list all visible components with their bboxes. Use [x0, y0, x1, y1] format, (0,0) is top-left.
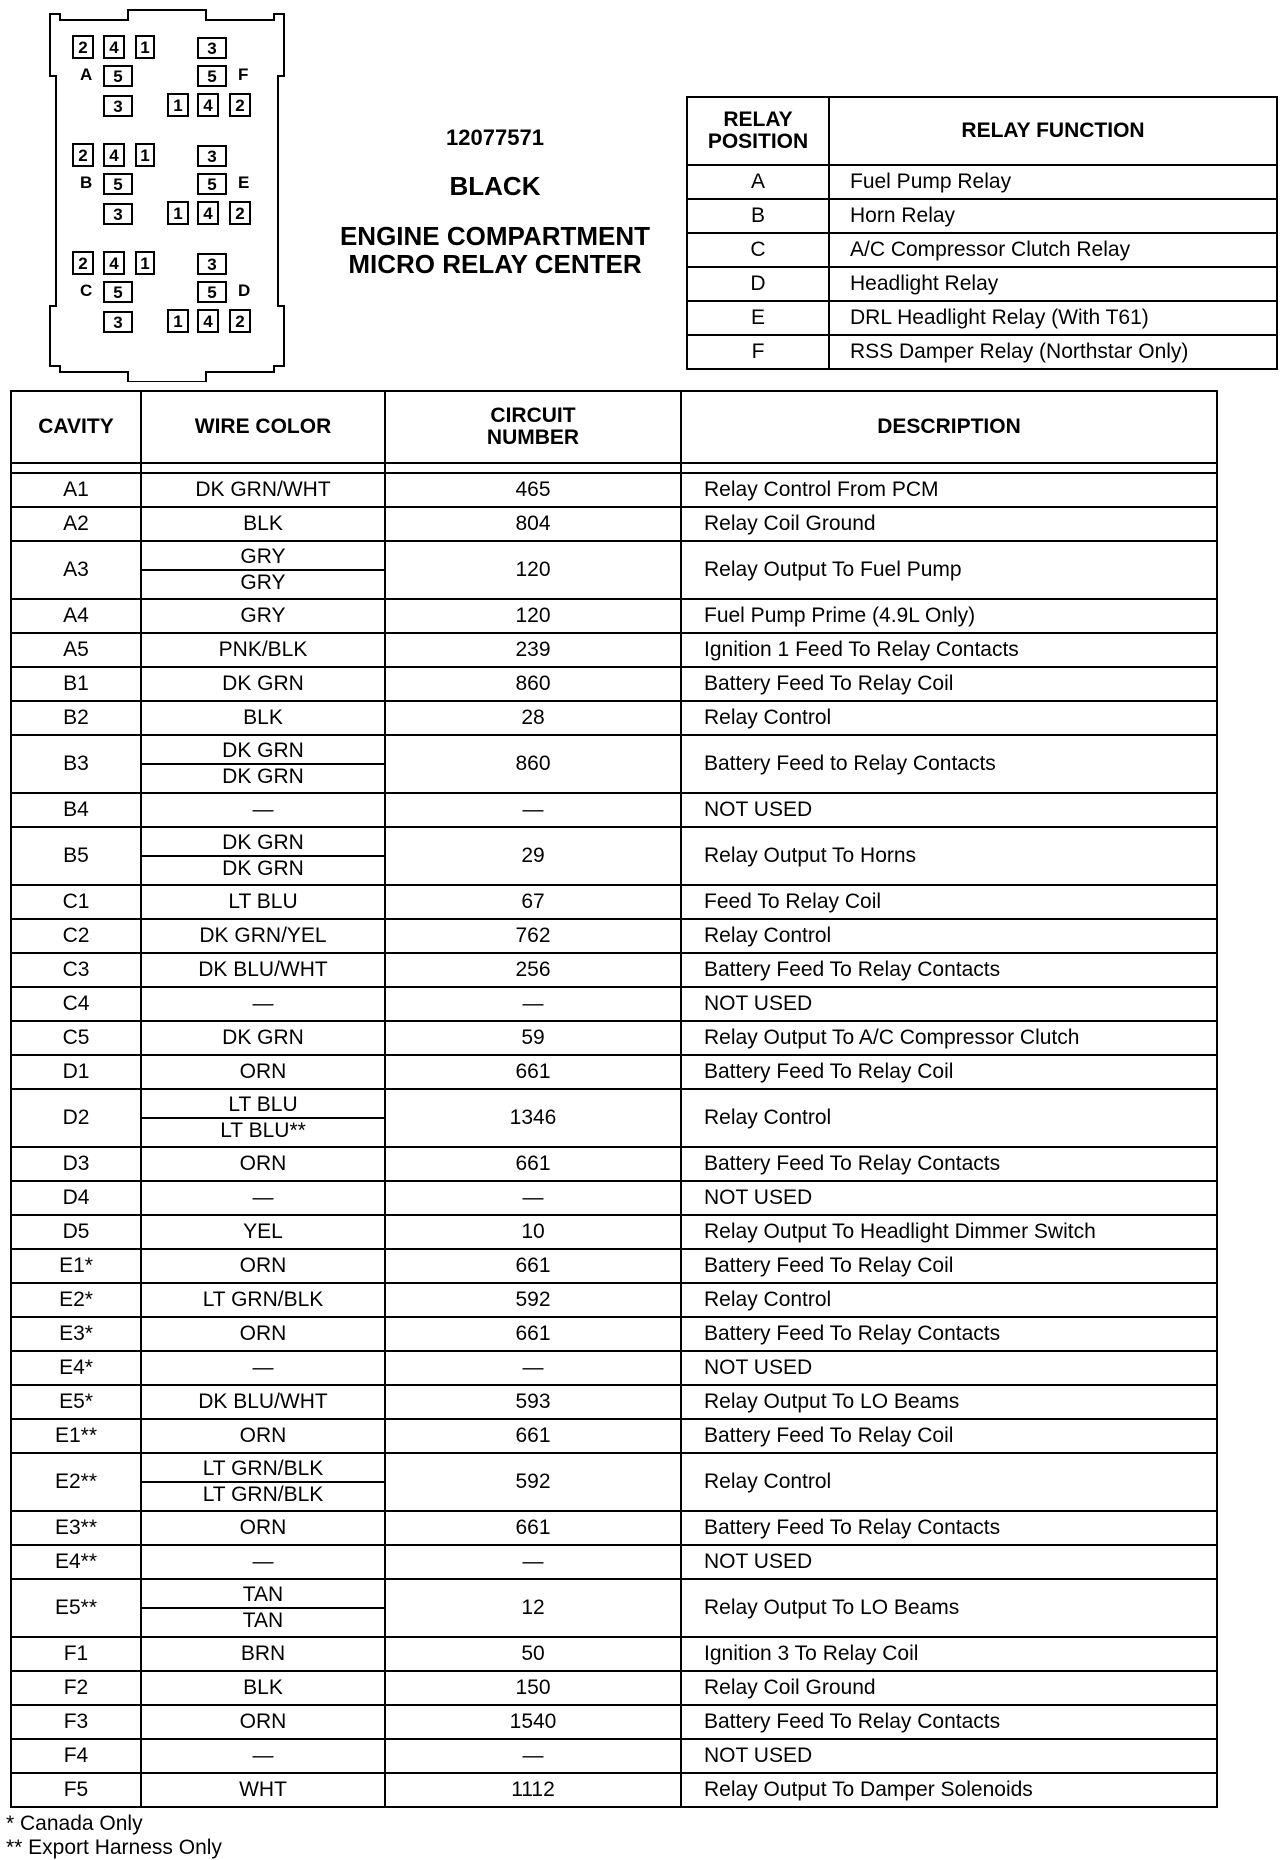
cavity-id: E4*: [11, 1351, 141, 1385]
terminal-number: 3: [113, 97, 123, 116]
wire-color-value: —: [252, 1186, 274, 1209]
wire-color-value: ORN: [239, 1710, 287, 1733]
description: Relay Control: [681, 1089, 1217, 1147]
relay-center-connector-diagram: [40, 6, 290, 382]
wire-color-value: ORN: [239, 1060, 287, 1083]
wire-color-value: LT BLU**: [220, 1119, 306, 1142]
circuit-number: 150: [385, 1671, 681, 1705]
wire-color: [141, 1773, 385, 1807]
relay-row: [687, 165, 1277, 199]
relay-function: DRL Headlight Relay (With T61): [829, 301, 1277, 335]
relay-position-header-line1: RELAY: [723, 107, 793, 131]
wire-color: [141, 473, 385, 507]
description: Relay Output To Headlight Dimmer Switch: [681, 1215, 1217, 1249]
terminal-number: 1: [140, 146, 150, 165]
circuit-number: 10: [385, 1215, 681, 1249]
wire-color-value: GRY: [240, 571, 286, 594]
relay-pair-group: [73, 36, 250, 116]
description: NOT USED: [681, 793, 1217, 827]
description: Relay Coil Ground: [681, 507, 1217, 541]
wire-color-value: LT GRN/BLK: [202, 1483, 324, 1506]
table-row: [11, 987, 1217, 1021]
footnote-canada: * Canada Only: [6, 1812, 143, 1835]
wire-color: [141, 701, 385, 735]
circuit-number: 29: [385, 827, 681, 885]
wire-color-value: DK GRN/YEL: [199, 924, 327, 947]
table-row: [11, 1283, 1217, 1317]
wire-color: [141, 541, 385, 599]
description: Battery Feed To Relay Contacts: [681, 1705, 1217, 1739]
relay-function: A/C Compressor Clutch Relay: [829, 233, 1277, 267]
wire-color-value: LT BLU: [228, 890, 298, 913]
wire-color-value: PNK/BLK: [218, 638, 308, 661]
wire-color: [141, 599, 385, 633]
circuit-number: —: [385, 1739, 681, 1773]
table-row: [11, 1089, 1217, 1147]
table-row: [11, 1055, 1217, 1089]
wire-color: [141, 1637, 385, 1671]
wire-color-value: DK GRN: [222, 857, 304, 880]
cavity-id: E4**: [11, 1545, 141, 1579]
description: Relay Output To A/C Compressor Clutch: [681, 1021, 1217, 1055]
terminal-number: 4: [203, 204, 213, 223]
description: Relay Control: [681, 1453, 1217, 1511]
wire-color: [141, 1181, 385, 1215]
table-row: [11, 1181, 1217, 1215]
header-spacer: [11, 463, 1217, 473]
wire-color-value: DK GRN/WHT: [195, 478, 331, 501]
wire-color-value: LT GRN/BLK: [202, 1288, 324, 1311]
wire-color: [141, 1351, 385, 1385]
terminal-number: 1: [173, 96, 183, 115]
circuit-number: 67: [385, 885, 681, 919]
wire-color-value: —: [252, 798, 274, 821]
description: Battery Feed To Relay Contacts: [681, 953, 1217, 987]
circuit-header-line2: NUMBER: [486, 426, 580, 449]
circuit-number: 592: [385, 1283, 681, 1317]
relay-position: C: [687, 233, 829, 267]
table-row: [11, 1317, 1217, 1351]
description: NOT USED: [681, 987, 1217, 1021]
wire-color: [141, 1419, 385, 1453]
circuit-number: 661: [385, 1147, 681, 1181]
table-row: [11, 1773, 1217, 1807]
relay-function-header: RELAY FUNCTION: [829, 97, 1277, 165]
description: Relay Control: [681, 701, 1217, 735]
description: NOT USED: [681, 1739, 1217, 1773]
description: Battery Feed To Relay Coil: [681, 1419, 1217, 1453]
cavity-id: C1: [11, 885, 141, 919]
relay-row: [687, 233, 1277, 267]
cavity-id: A3: [11, 541, 141, 599]
relay-position: F: [687, 335, 829, 369]
wire-color: [141, 1215, 385, 1249]
description: Ignition 1 Feed To Relay Contacts: [681, 633, 1217, 667]
relay-pair-group: [73, 252, 250, 332]
description: Battery Feed To Relay Coil: [681, 667, 1217, 701]
terminal-number: 4: [203, 312, 213, 331]
wire-color-value: TAN: [142, 1583, 384, 1609]
terminal-number: 5: [113, 67, 123, 86]
relay-row: [687, 267, 1277, 301]
wire-color: [141, 1147, 385, 1181]
wire-color-value: LT BLU: [142, 1093, 384, 1119]
cavity-id: B3: [11, 735, 141, 793]
description-header: DESCRIPTION: [681, 391, 1217, 463]
cavity-id: F4: [11, 1739, 141, 1773]
wire-color: [141, 1545, 385, 1579]
relay-position-header: [687, 97, 829, 165]
cavity-id: D3: [11, 1147, 141, 1181]
wire-color: [141, 1317, 385, 1351]
wire-color: [141, 1021, 385, 1055]
cavity-id: F5: [11, 1773, 141, 1807]
wire-color-value: WHT: [239, 1778, 287, 1801]
description: NOT USED: [681, 1351, 1217, 1385]
terminal-number: 3: [113, 313, 123, 332]
wire-color-value: DK GRN: [222, 765, 304, 788]
terminal-number: 3: [113, 205, 123, 224]
circuit-number: 256: [385, 953, 681, 987]
cavity-wire-table: [10, 390, 1218, 1808]
table-row: [11, 953, 1217, 987]
table-row: [11, 1705, 1217, 1739]
relay-letter: B: [80, 173, 93, 192]
relay-letter: D: [238, 281, 251, 300]
terminal-number: 1: [173, 312, 183, 331]
wire-color: [141, 633, 385, 667]
table-row: [11, 1671, 1217, 1705]
wire-color-value: —: [252, 1356, 274, 1379]
description: Relay Output To Fuel Pump: [681, 541, 1217, 599]
terminal-number: 3: [207, 147, 217, 166]
description: Feed To Relay Coil: [681, 885, 1217, 919]
table-row: [11, 1021, 1217, 1055]
wire-color-value: TAN: [242, 1609, 284, 1632]
relay-position: D: [687, 267, 829, 301]
table-row: [11, 885, 1217, 919]
terminal-number: 2: [78, 38, 88, 57]
wire-color: [141, 1705, 385, 1739]
wire-color: [141, 953, 385, 987]
wire-color-value: LT GRN/BLK: [142, 1457, 384, 1483]
cavity-id: D4: [11, 1181, 141, 1215]
table-row: [11, 1637, 1217, 1671]
terminal-number: 4: [109, 38, 119, 57]
description: Relay Coil Ground: [681, 1671, 1217, 1705]
circuit-number: 59: [385, 1021, 681, 1055]
wire-color-value: —: [252, 1744, 274, 1767]
wire-color-value: DK GRN: [142, 739, 384, 765]
description: Battery Feed to Relay Contacts: [681, 735, 1217, 793]
circuit-number: —: [385, 1545, 681, 1579]
wire-color-value: GRY: [142, 545, 384, 571]
wire-color-value: BRN: [240, 1642, 286, 1665]
wire-color: [141, 1453, 385, 1511]
cavity-id: B1: [11, 667, 141, 701]
cavity-id: A1: [11, 473, 141, 507]
table-row: [11, 1579, 1217, 1637]
wire-color: [141, 1283, 385, 1317]
relay-function-table: [686, 96, 1278, 370]
description: Relay Output To LO Beams: [681, 1385, 1217, 1419]
wire-color-value: DK GRN: [222, 672, 304, 695]
wire-color-value: —: [252, 992, 274, 1015]
terminal-number: 2: [78, 254, 88, 273]
relay-center-title-line2: MICRO RELAY CENTER: [348, 249, 642, 279]
relay-row: [687, 335, 1277, 369]
relay-position: E: [687, 301, 829, 335]
wire-color-value: YEL: [243, 1220, 283, 1243]
wire-color: [141, 919, 385, 953]
cavity-id: E2**: [11, 1453, 141, 1511]
wire-color: [141, 667, 385, 701]
wire-color-header: WIRE COLOR: [141, 391, 385, 463]
wire-color-value: DK GRN: [222, 1026, 304, 1049]
cavity-id: A5: [11, 633, 141, 667]
wire-color: [141, 1671, 385, 1705]
table-row: [11, 1385, 1217, 1419]
wire-color: [141, 1249, 385, 1283]
description: Battery Feed To Relay Coil: [681, 1055, 1217, 1089]
table-row: [11, 919, 1217, 953]
wire-color-value: —: [252, 1550, 274, 1573]
wire-color-value: ORN: [239, 1322, 287, 1345]
cavity-id: E1*: [11, 1249, 141, 1283]
table-row: [11, 1249, 1217, 1283]
terminal-number: 3: [207, 255, 217, 274]
circuit-number: 239: [385, 633, 681, 667]
relay-position-header-line2: POSITION: [707, 130, 809, 153]
cavity-id: A4: [11, 599, 141, 633]
description: Relay Output To LO Beams: [681, 1579, 1217, 1637]
wire-color: [141, 1055, 385, 1089]
relay-row: [687, 199, 1277, 233]
circuit-number: 860: [385, 735, 681, 793]
terminal-number: 5: [113, 283, 123, 302]
description: Ignition 3 To Relay Coil: [681, 1637, 1217, 1671]
description: Relay Control From PCM: [681, 473, 1217, 507]
description: Battery Feed To Relay Contacts: [681, 1147, 1217, 1181]
relay-letter: F: [238, 65, 249, 84]
cavity-id: F1: [11, 1637, 141, 1671]
table-row: [11, 667, 1217, 701]
circuit-number: —: [385, 1181, 681, 1215]
cavity-id: F2: [11, 1671, 141, 1705]
circuit-number: 762: [385, 919, 681, 953]
cavity-header: CAVITY: [11, 391, 141, 463]
relay-function: Horn Relay: [829, 199, 1277, 233]
circuit-number: 661: [385, 1419, 681, 1453]
description: Relay Control: [681, 919, 1217, 953]
terminal-number: 5: [207, 175, 217, 194]
circuit-number: 593: [385, 1385, 681, 1419]
wire-color: [141, 793, 385, 827]
wire-color: [141, 1385, 385, 1419]
relay-pair-group: [73, 144, 250, 224]
table-row: [11, 1739, 1217, 1773]
cavity-id: B2: [11, 701, 141, 735]
wire-color-value: DK BLU/WHT: [198, 1390, 328, 1413]
wire-color-value: ORN: [239, 1424, 287, 1447]
wire-color-value: GRY: [240, 604, 286, 627]
table-row: [11, 1545, 1217, 1579]
table-row: [11, 1215, 1217, 1249]
description: Relay Control: [681, 1283, 1217, 1317]
relay-function: Fuel Pump Relay: [829, 165, 1277, 199]
cavity-id: B5: [11, 827, 141, 885]
cavity-id: E5**: [11, 1579, 141, 1637]
table-row: [11, 793, 1217, 827]
terminal-number: 5: [207, 283, 217, 302]
circuit-number: 465: [385, 473, 681, 507]
cavity-id: F3: [11, 1705, 141, 1739]
circuit-number: —: [385, 793, 681, 827]
table-row: [11, 827, 1217, 885]
table-row: [11, 701, 1217, 735]
circuit-number: —: [385, 987, 681, 1021]
cavity-id: E3**: [11, 1511, 141, 1545]
description: Battery Feed To Relay Contacts: [681, 1511, 1217, 1545]
description: Battery Feed To Relay Contacts: [681, 1317, 1217, 1351]
cavity-id: C5: [11, 1021, 141, 1055]
terminal-number: 2: [235, 312, 245, 331]
relay-position: A: [687, 165, 829, 199]
wire-color: [141, 1511, 385, 1545]
cavity-id: D1: [11, 1055, 141, 1089]
table-row: [11, 1147, 1217, 1181]
relay-function: Headlight Relay: [829, 267, 1277, 301]
circuit-number: 592: [385, 1453, 681, 1511]
table-row: [11, 1511, 1217, 1545]
part-number: 12077571: [446, 125, 544, 150]
cavity-id: D2: [11, 1089, 141, 1147]
table-row: [11, 1351, 1217, 1385]
circuit-number: 860: [385, 667, 681, 701]
connector-color: BLACK: [449, 171, 541, 201]
cavity-id: C2: [11, 919, 141, 953]
table-row: [11, 633, 1217, 667]
circuit-number: 661: [385, 1249, 681, 1283]
terminal-number: 3: [207, 39, 217, 58]
terminal-number: 1: [140, 38, 150, 57]
circuit-number-header: [385, 391, 681, 463]
cavity-id: E2*: [11, 1283, 141, 1317]
table-row: [11, 599, 1217, 633]
terminal-number: 1: [140, 254, 150, 273]
wire-color: [141, 1089, 385, 1147]
wire-color: [141, 885, 385, 919]
table-row: [11, 507, 1217, 541]
wire-color: [141, 1579, 385, 1637]
wire-color: [141, 735, 385, 793]
relay-function: RSS Damper Relay (Northstar Only): [829, 335, 1277, 369]
wire-color-value: ORN: [239, 1254, 287, 1277]
table-row: [11, 473, 1217, 507]
relay-letter: A: [80, 65, 93, 84]
relay-center-title-line1: ENGINE COMPARTMENT: [339, 221, 651, 251]
circuit-number: 120: [385, 541, 681, 599]
relay-position: B: [687, 199, 829, 233]
cavity-id: E5*: [11, 1385, 141, 1419]
circuit-number: 12: [385, 1579, 681, 1637]
wire-color-value: DK BLU/WHT: [198, 958, 328, 981]
table-row: [11, 735, 1217, 793]
description: Battery Feed To Relay Coil: [681, 1249, 1217, 1283]
wire-color: [141, 1739, 385, 1773]
circuit-number: 50: [385, 1637, 681, 1671]
footnote-export: ** Export Harness Only: [6, 1836, 222, 1859]
cavity-id: A2: [11, 507, 141, 541]
terminal-number: 5: [207, 67, 217, 86]
circuit-number: 1346: [385, 1089, 681, 1147]
wire-color: [141, 827, 385, 885]
cavity-id: E3*: [11, 1317, 141, 1351]
wire-color-value: BLK: [243, 706, 283, 729]
terminal-number: 2: [235, 96, 245, 115]
circuit-number: 120: [385, 599, 681, 633]
description: Relay Output To Damper Solenoids: [681, 1773, 1217, 1807]
relay-row: [687, 301, 1277, 335]
circuit-number: 661: [385, 1511, 681, 1545]
description: NOT USED: [681, 1545, 1217, 1579]
terminal-number: 1: [173, 204, 183, 223]
description: Fuel Pump Prime (4.9L Only): [681, 599, 1217, 633]
cavity-id: C3: [11, 953, 141, 987]
wire-color: [141, 987, 385, 1021]
cavity-id: D5: [11, 1215, 141, 1249]
circuit-number: 661: [385, 1317, 681, 1351]
circuit-number: —: [385, 1351, 681, 1385]
table-row: [11, 1453, 1217, 1511]
circuit-number: 661: [385, 1055, 681, 1089]
wire-color-value: ORN: [239, 1516, 287, 1539]
description: NOT USED: [681, 1181, 1217, 1215]
cavity-id: C4: [11, 987, 141, 1021]
circuit-number: 1112: [385, 1773, 681, 1807]
relay-letter: C: [80, 281, 93, 300]
wire-color-value: BLK: [243, 1676, 283, 1699]
table-row: [11, 541, 1217, 599]
circuit-number: 1540: [385, 1705, 681, 1739]
circuit-number: 804: [385, 507, 681, 541]
terminal-number: 4: [109, 146, 119, 165]
terminal-number: 2: [78, 146, 88, 165]
wire-color-value: DK GRN: [142, 831, 384, 857]
relay-letter: E: [238, 173, 250, 192]
description: Relay Output To Horns: [681, 827, 1217, 885]
terminal-number: 4: [203, 96, 213, 115]
table-row: [11, 1419, 1217, 1453]
wire-color: [141, 507, 385, 541]
circuit-number: 28: [385, 701, 681, 735]
terminal-number: 5: [113, 175, 123, 194]
cavity-id: E1**: [11, 1419, 141, 1453]
wire-color-value: ORN: [239, 1152, 287, 1175]
terminal-number: 4: [109, 254, 119, 273]
cavity-id: B4: [11, 793, 141, 827]
circuit-header-line1: CIRCUIT: [490, 403, 576, 427]
wire-color-value: BLK: [243, 512, 283, 535]
terminal-number: 2: [235, 204, 245, 223]
